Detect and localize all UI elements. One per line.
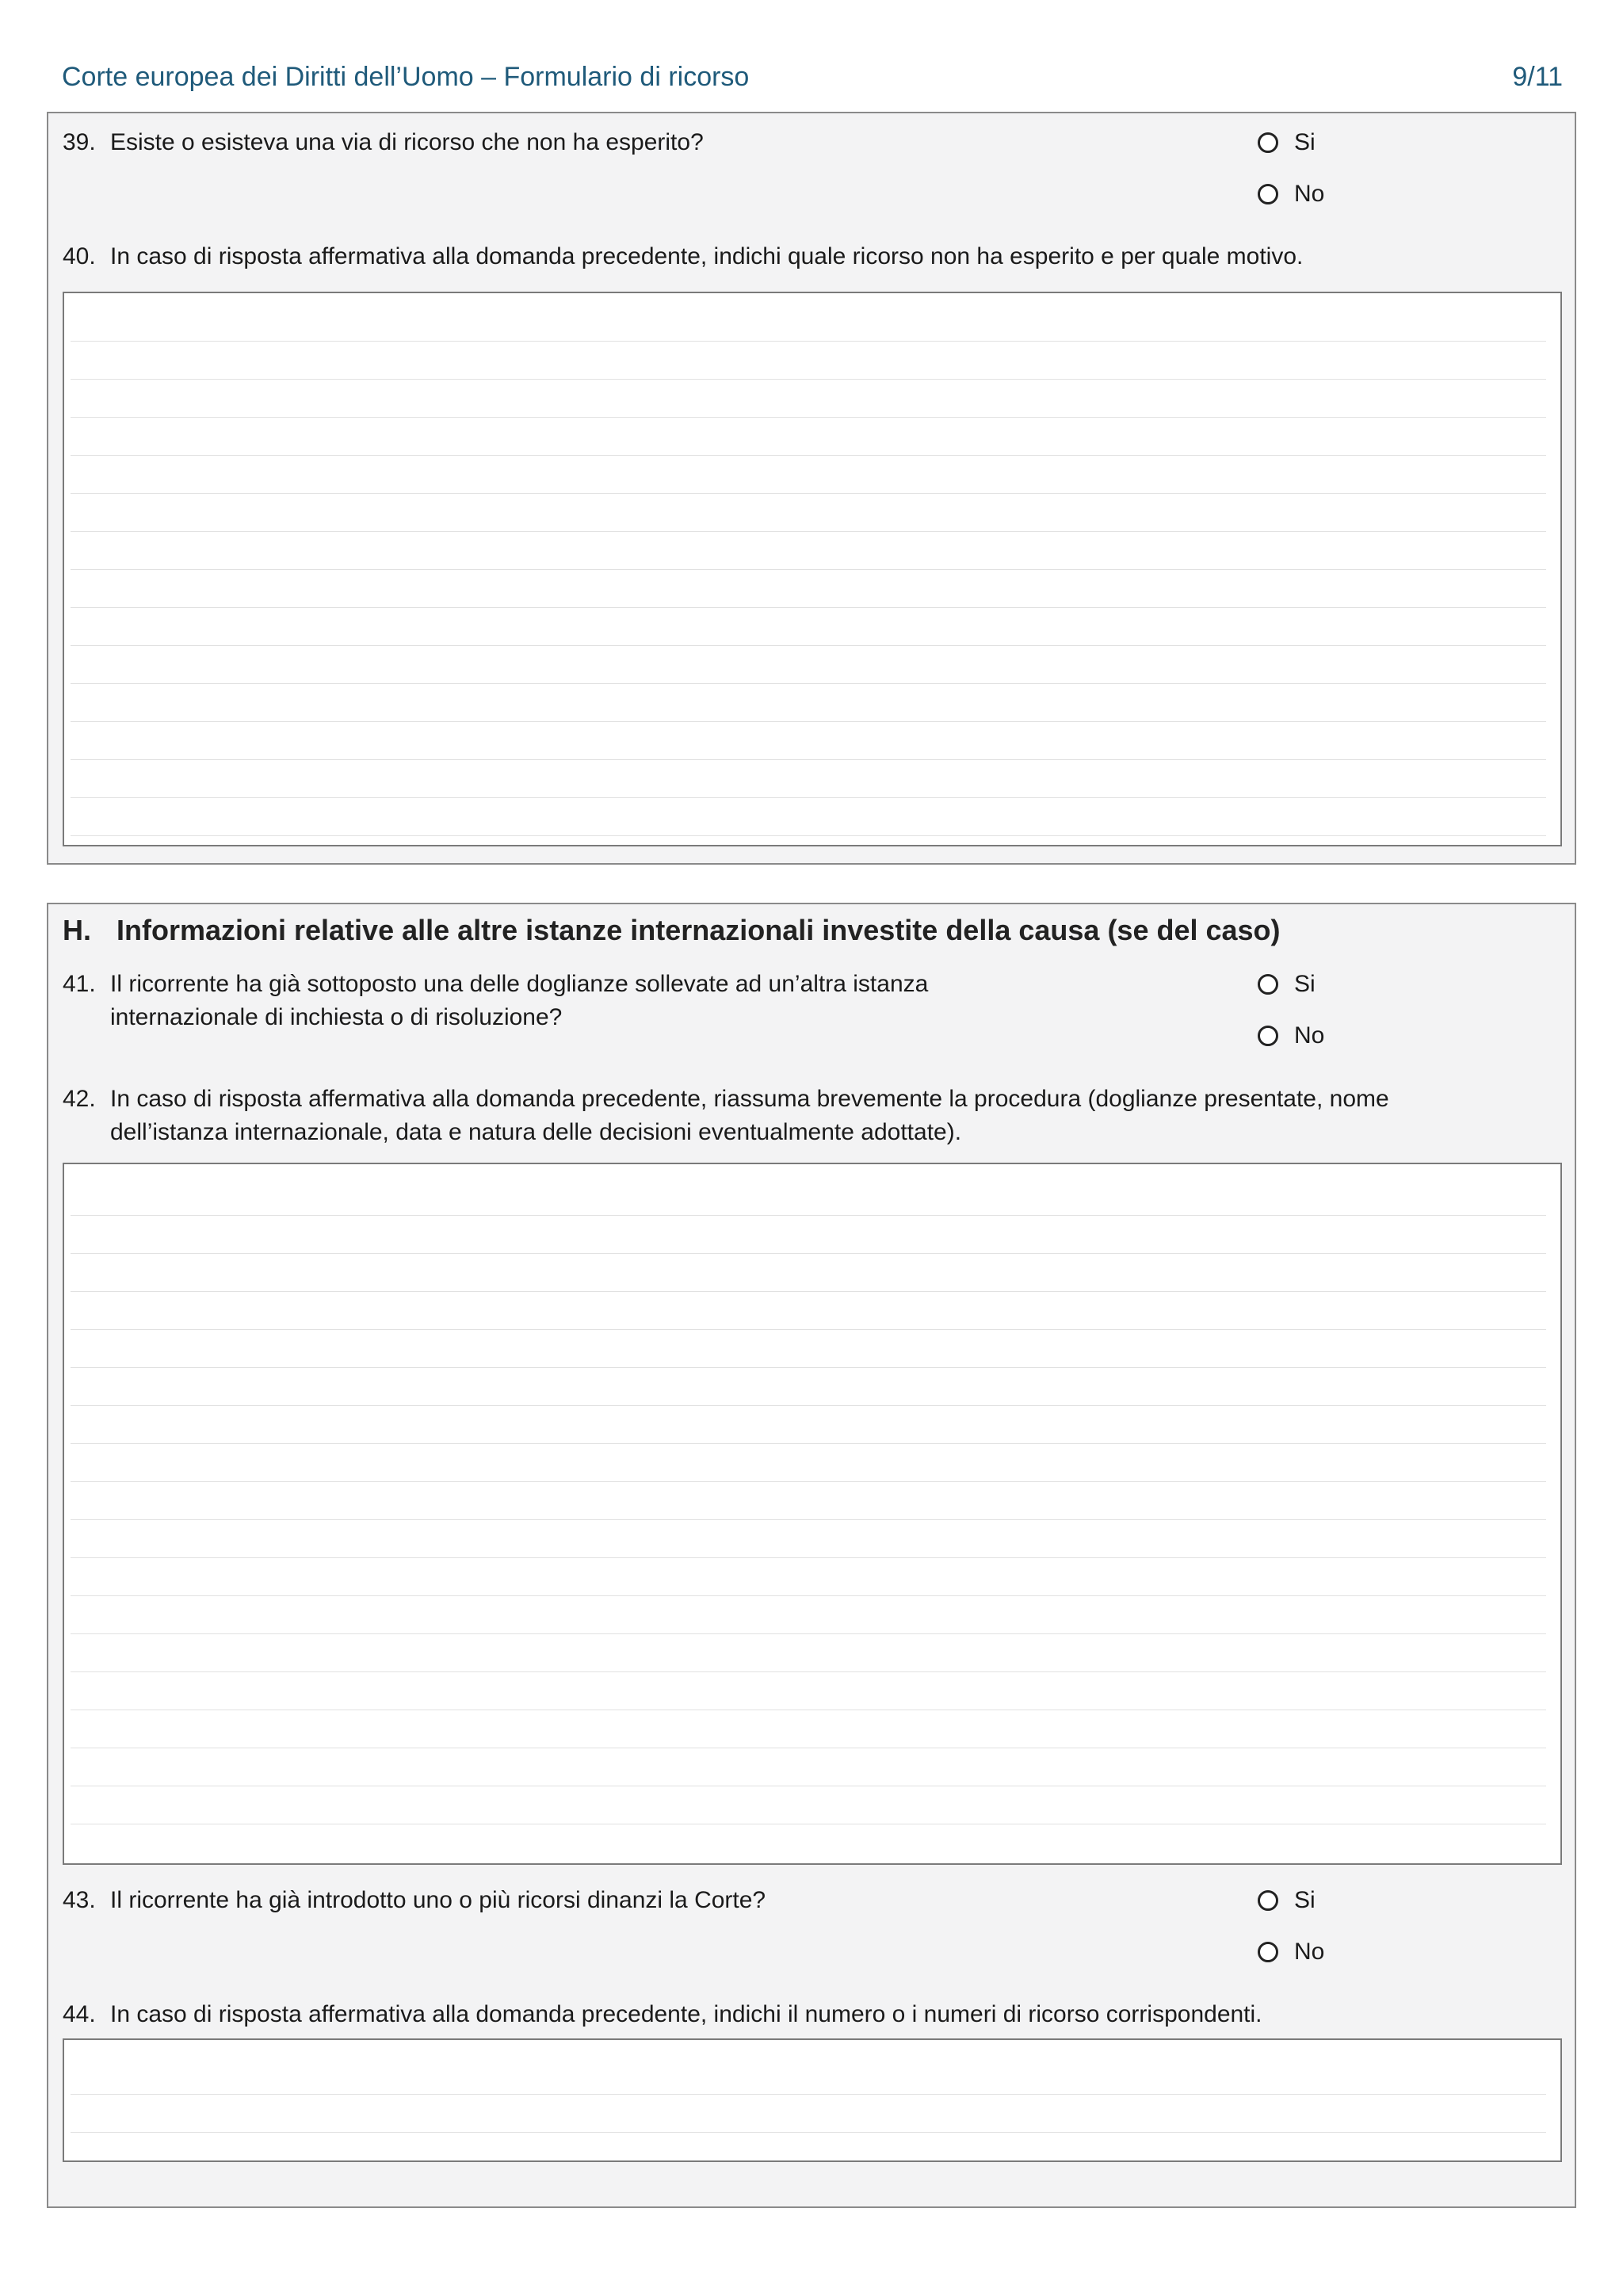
radio-circle-icon[interactable] (1258, 1026, 1278, 1046)
question-number: 42. (63, 1086, 96, 1112)
question-number: 41. (63, 971, 96, 997)
page-number: 9/11 (1512, 62, 1563, 92)
radio-circle-icon[interactable] (1258, 184, 1278, 204)
question-text: Il ricorrente ha già introdotto uno o più ricorsi dinanzi la Corte? (110, 1887, 766, 1913)
radio-43-si[interactable] (1258, 1887, 1316, 1914)
question-number: 39. (63, 129, 96, 155)
radio-label: No (1294, 181, 1325, 207)
radio-circle-icon[interactable] (1258, 1942, 1278, 1962)
section-title: Informazioni relative alle altre istanze internazionali investite della causa (se del caso) (116, 914, 1281, 946)
section-h-panel (47, 903, 1576, 2208)
question-42 (63, 1083, 1552, 1149)
question-text: In caso di risposta affermativa alla domanda precedente, indichi quale ricorso non ha esperito e per quale motivo. (110, 243, 1304, 269)
question-number: 43. (63, 1887, 96, 1913)
answer-field-44[interactable] (63, 2038, 1562, 2162)
radio-circle-icon[interactable] (1258, 1890, 1278, 1911)
radio-label: No (1294, 1022, 1325, 1049)
page-header-title: Corte europea dei Diritti dell’Uomo – Formulario di ricorso (62, 62, 750, 92)
radio-39-no[interactable] (1258, 181, 1324, 208)
question-number: 44. (63, 2001, 96, 2027)
question-44 (63, 1998, 1552, 2031)
question-43 (63, 1884, 1251, 1917)
question-40 (63, 240, 1552, 273)
answer-field-40[interactable] (63, 292, 1562, 846)
question-41 (63, 968, 1251, 1034)
questions-panel-g (47, 112, 1576, 865)
radio-label: Si (1294, 1887, 1316, 1913)
radio-circle-icon[interactable] (1258, 132, 1278, 153)
question-text: In caso di risposta affermativa alla domanda precedente, indichi il numero o i numeri di ricorso corrispondenti. (110, 2001, 1262, 2027)
question-text-line1: In caso di risposta affermativa alla domanda precedente, riassuma brevemente la procedura (doglianze presentate, nome (110, 1086, 1389, 1112)
radio-circle-icon[interactable] (1258, 974, 1278, 995)
question-text-line1: Il ricorrente ha già sottoposto una delle doglianze sollevate ad un’altra istanza (110, 971, 929, 997)
question-text: Esiste o esisteva una via di ricorso che non ha esperito? (110, 129, 704, 155)
question-39 (63, 126, 1251, 159)
radio-41-si[interactable] (1258, 971, 1316, 998)
radio-39-si[interactable] (1258, 129, 1316, 156)
question-text-line2: internazionale di inchiesta o di risoluzione? (110, 1004, 563, 1030)
radio-label: No (1294, 1939, 1325, 1965)
radio-41-no[interactable] (1258, 1022, 1324, 1049)
radio-label: Si (1294, 129, 1316, 155)
question-text-line2: dell’istanza internazionale, data e natura delle decisioni eventualmente adottate). (110, 1119, 962, 1145)
radio-label: Si (1294, 971, 1316, 997)
answer-field-42[interactable] (63, 1163, 1562, 1865)
question-number: 40. (63, 243, 96, 269)
section-letter: H. (63, 914, 91, 946)
radio-43-no[interactable] (1258, 1939, 1324, 1966)
